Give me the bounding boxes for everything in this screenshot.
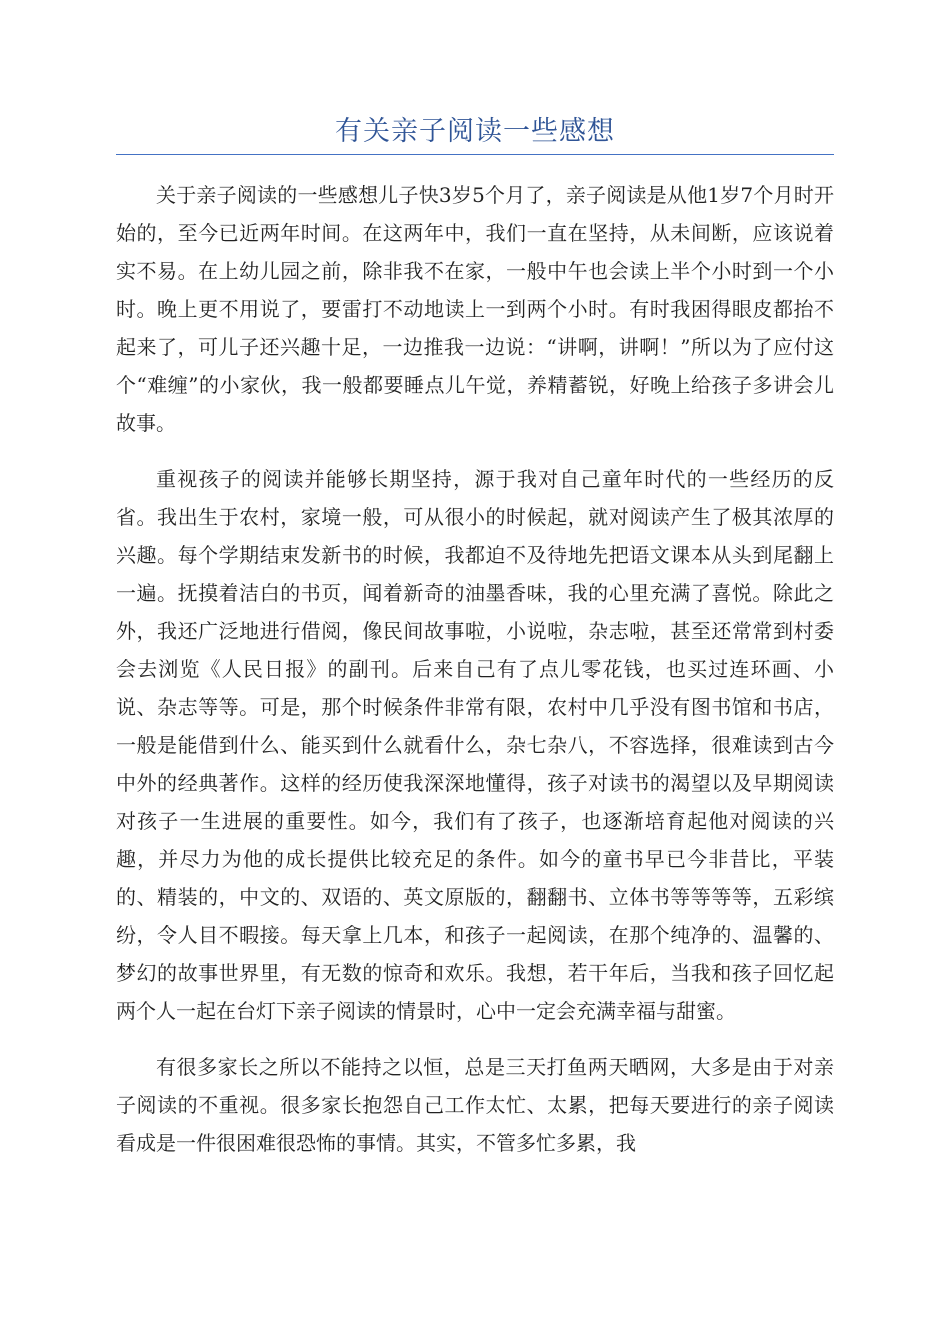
paragraph-1: 关于亲子阅读的一些感想儿子快3岁5个月了，亲子阅读是从他1岁7个月时开始的，至今已近两年时间。在这两年中，我们一直在坚持，从未间断，应该说着实不易。在上幼儿园之前，除非我不在家，一般中午也会读上半个小时到一个小时。晚上更不用说了，要雷打不动地读上一到两个小时。有时我困得眼皮都抬不起来了，可儿子还兴趣十足，一边推我一边说：“讲啊，讲啊！”所以为了应付这个“难缠”的小家伙，我一般都要睡点儿午觉，养精蓄锐，好晚上给孩子多讲会儿故事。 (116, 183, 834, 435)
document-title: 有关亲子阅读一些感想 (335, 116, 615, 147)
document-body (116, 176, 834, 1180)
title-underline (116, 154, 834, 155)
paragraph-2: 重视孩子的阅读并能够长期坚持，源于我对自己童年时代的一些经历的反省。我出生于农村，家境一般，可从很小的时候起，就对阅读产生了极其浓厚的兴趣。每个学期结束发新书的时候，我都迫不及待地先把语文课本从头到尾翻上一遍。抚摸着洁白的书页，闻着新奇的油墨香味，我的心里充满了喜悦。除此之外，我还广泛地进行借阅，像民间故事啦，小说啦，杂志啦，甚至还常常到村委会去浏览《人民日报》的副刊。后来自己有了点儿零花钱，也买过连环画、小说、杂志等等。可是，那个时候条件非常有限，农村中几乎没有图书馆和书店，一般是能借到什么、能买到什么就看什么，杂七杂八，不容选择，很难读到古今中外的经典著作。这样的经历使我深深地懂得，孩子对读书的渴望以及早期阅读对孩子一生进展的重要性。如今，我们有了孩子，也逐渐培育起他对阅读的兴趣，并尽力为他的成长提供比较充足的条件。如今的童书早已今非昔比，平装的、精装的，中文的、双语的、英文原版的，翻翻书、立体书等等等等，五彩缤纷，令人目不暇接。每天拿上几本，和孩子一起阅读，在那个纯净的、温馨的、梦幻的故事世界里，有无数的惊奇和欢乐。我想，若干年后，当我和孩子回忆起两个人一起在台灯下亲子阅读的情景时，心中一定会充满幸福与甜蜜。 (116, 467, 834, 1023)
paragraph-3: 有很多家长之所以不能持之以恒，总是三天打鱼两天晒网，大多是由于对亲子阅读的不重视。很多家长抱怨自己工作太忙、太累，把每天要进行的亲子阅读看成是一件很困难很恐怖的事情。其实，不管多忙多累，我 (116, 1055, 834, 1155)
